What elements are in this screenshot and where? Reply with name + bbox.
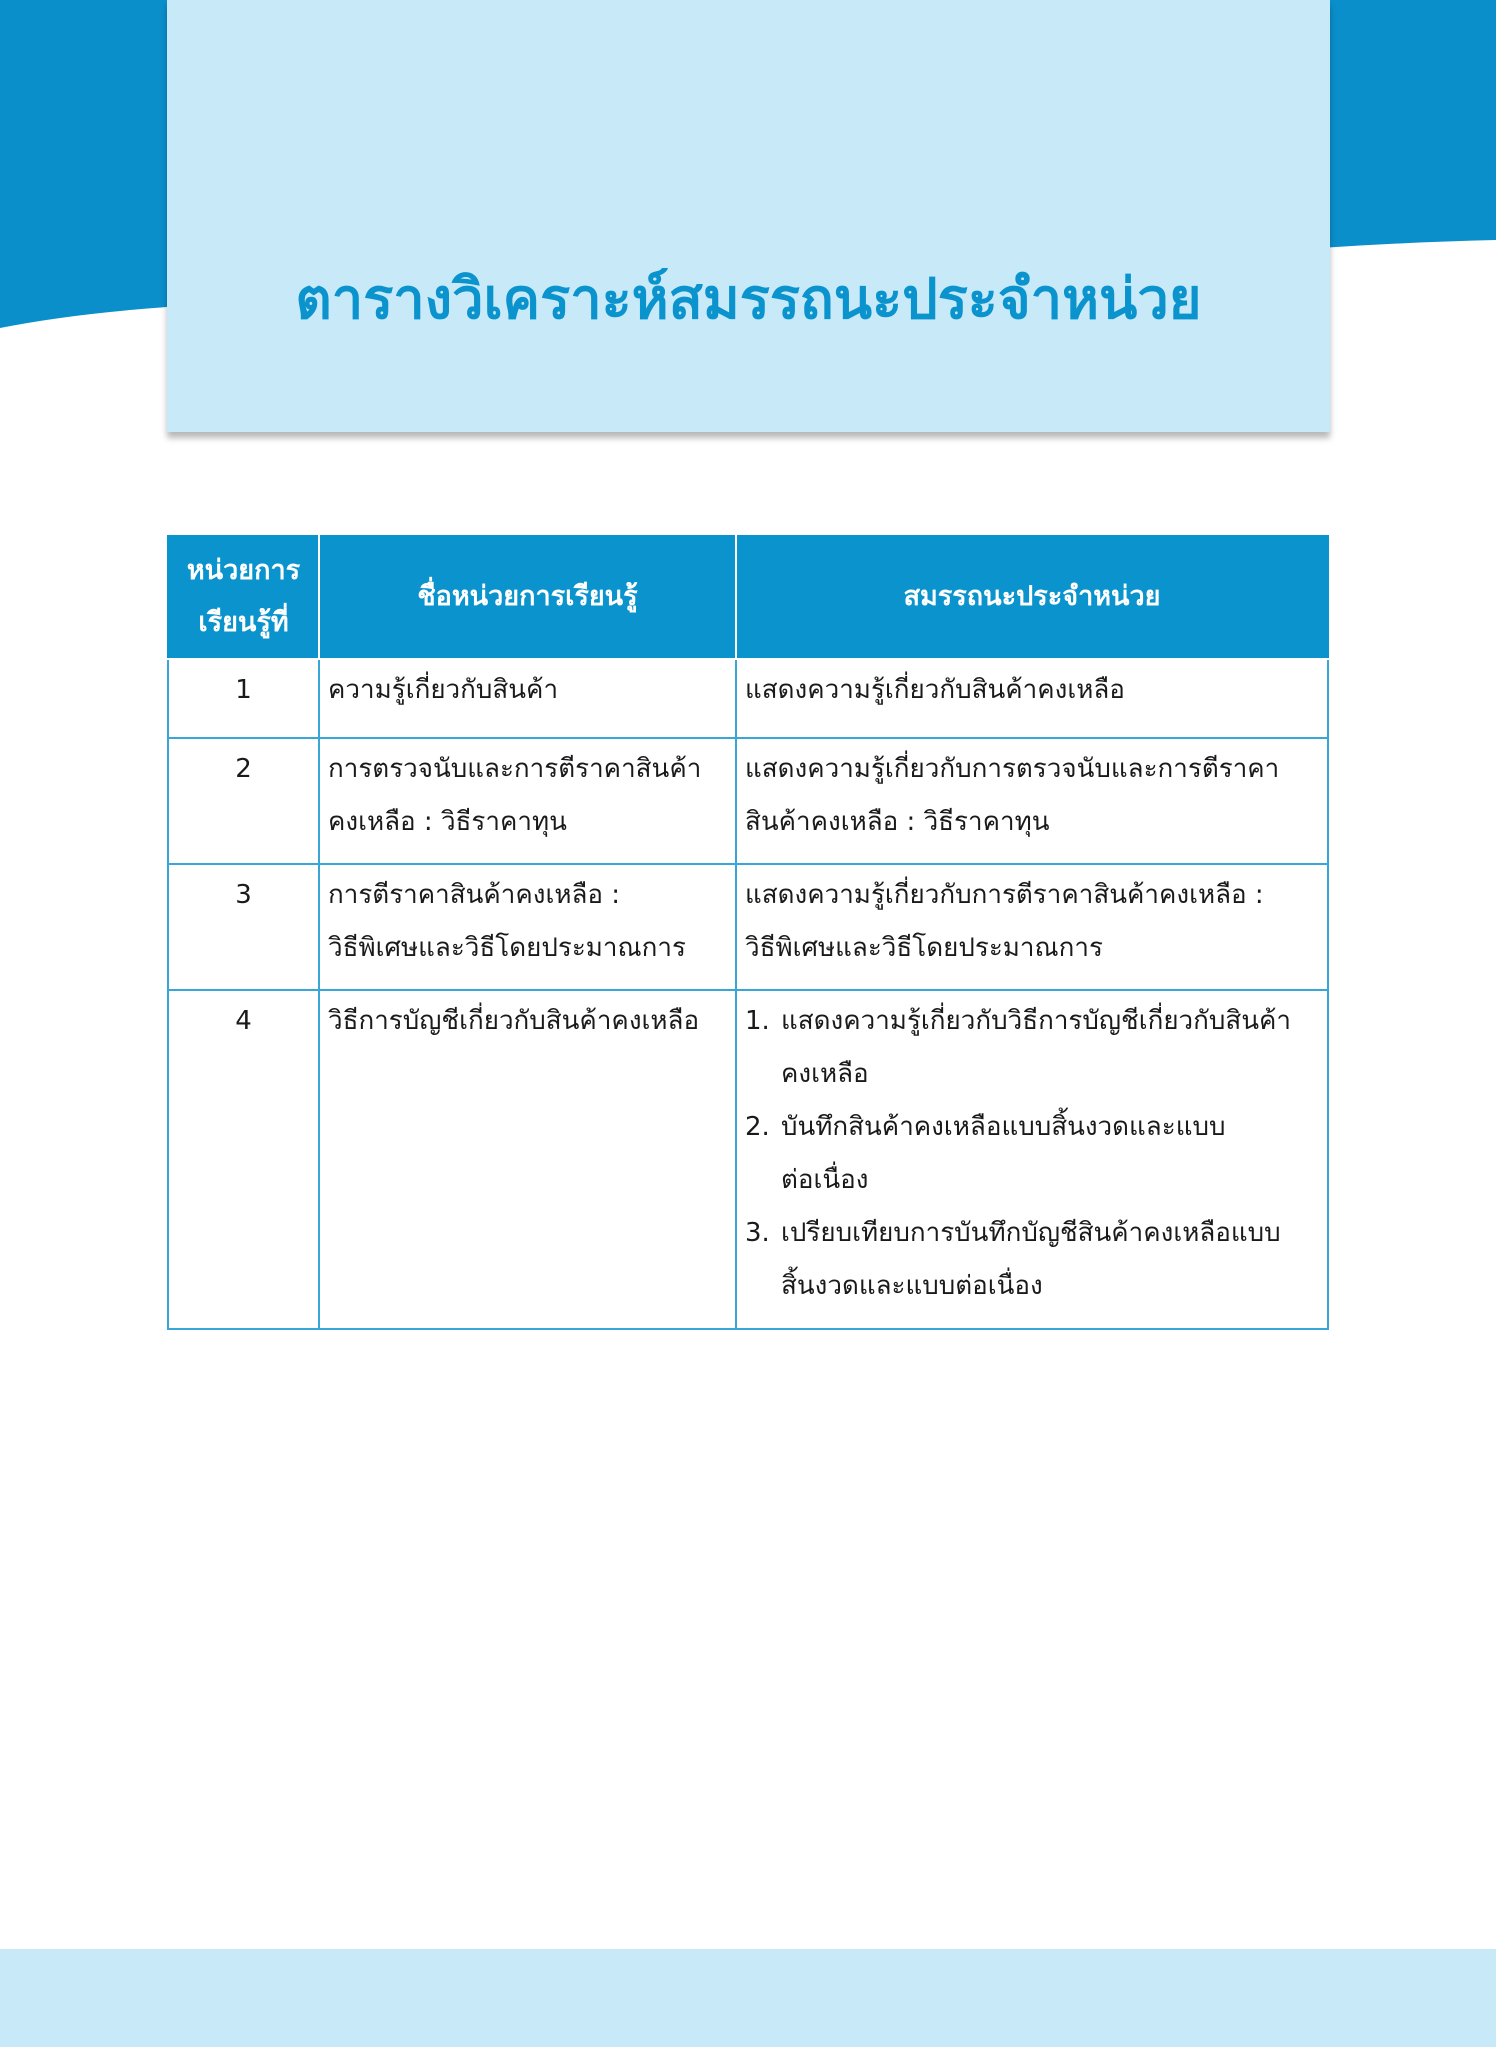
page-title: ตารางวิเคราะห์สมรรถนะประจำหน่วย bbox=[295, 267, 1202, 332]
competency-list bbox=[745, 995, 1319, 1313]
competency-table bbox=[167, 535, 1329, 1330]
row-competency: แสดงความรู้เกี่ยวกับการตรวจนับและการตีราคา สินค้าคงเหลือ : วิธีราคาทุน bbox=[736, 738, 1328, 864]
title-card bbox=[167, 0, 1330, 432]
row-competency: แสดงความรู้เกี่ยวกับสินค้าคงเหลือ bbox=[736, 659, 1328, 738]
header-unit-name: ชื่อหน่วยการเรียนรู้ bbox=[319, 535, 736, 659]
bottom-decorative-band bbox=[0, 1949, 1496, 2047]
list-item: 3. เปรียบเทียบการบันทึกบัญชีสินค้าคงเหลือแบบ สิ้นงวดและแบบต่อเนื่อง bbox=[745, 1218, 1281, 1301]
table-row bbox=[168, 990, 1328, 1329]
row-unit-name: ความรู้เกี่ยวกับสินค้า bbox=[319, 659, 736, 738]
row-number: 1 bbox=[168, 659, 319, 738]
table-row bbox=[168, 864, 1328, 990]
competency-table-container bbox=[167, 535, 1327, 1330]
table-header-row bbox=[168, 535, 1328, 659]
list-item: 2. บันทึกสินค้าคงเหลือแบบสิ้นงวดและแบบ ต่อเนื่อง bbox=[745, 1112, 1226, 1195]
row-number: 2 bbox=[168, 738, 319, 864]
row-competency bbox=[736, 990, 1328, 1329]
row-number: 3 bbox=[168, 864, 319, 990]
row-unit-name: การตีราคาสินค้าคงเหลือ : วิธีพิเศษและวิธีโดยประมาณการ bbox=[319, 864, 736, 990]
row-competency: แสดงความรู้เกี่ยวกับการตีราคาสินค้าคงเหลือ : วิธีพิเศษและวิธีโดยประมาณการ bbox=[736, 864, 1328, 990]
row-number: 4 bbox=[168, 990, 319, 1329]
table-row bbox=[168, 659, 1328, 738]
header-unit-number: หน่วยการ เรียนรู้ที่ bbox=[168, 535, 319, 659]
table-row bbox=[168, 738, 1328, 864]
header-competency: สมรรถนะประจำหน่วย bbox=[736, 535, 1328, 659]
row-unit-name: การตรวจนับและการตีราคาสินค้า คงเหลือ : วิธีราคาทุน bbox=[319, 738, 736, 864]
list-item: 1. แสดงความรู้เกี่ยวกับวิธีการบัญชีเกี่ยวกับสินค้า คงเหลือ bbox=[745, 1006, 1292, 1089]
row-unit-name: วิธีการบัญชีเกี่ยวกับสินค้าคงเหลือ bbox=[319, 990, 736, 1329]
